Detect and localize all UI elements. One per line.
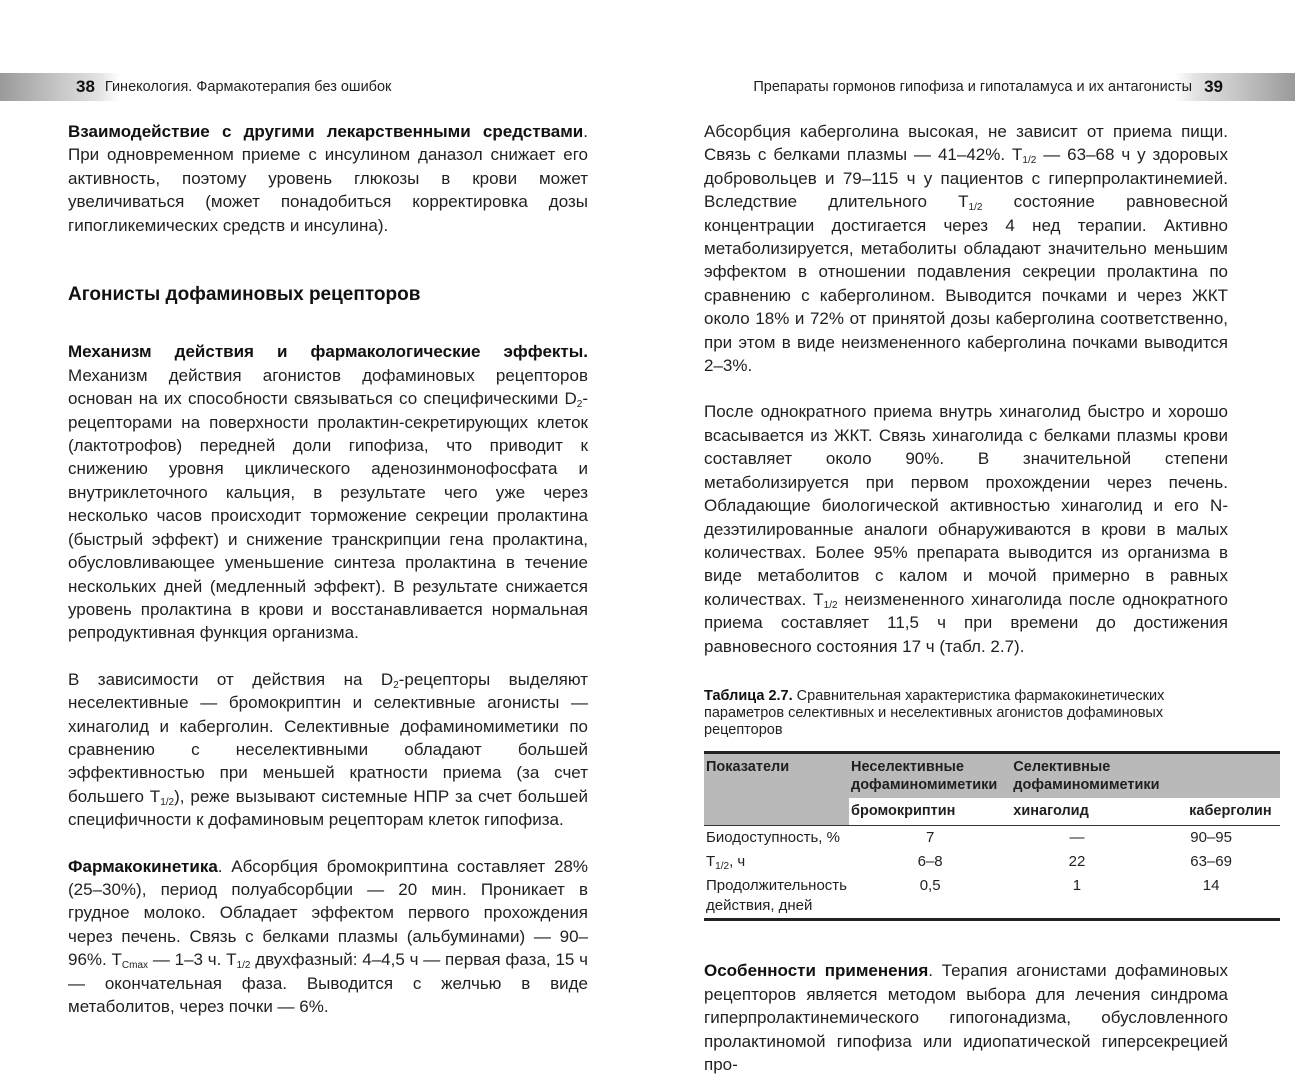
header-cabergoline: каберголин — [1143, 798, 1280, 826]
mechanism-title: Механизм действия и фармакологические эффекты. — [68, 342, 588, 362]
table-header-row — [704, 752, 1280, 798]
table-row: Продолжительность действия, дней 0,5 1 14 — [704, 874, 1280, 920]
left-page-header — [0, 73, 647, 101]
left-running-title: Гинекология. Фармакотерапия без ошибок — [104, 79, 392, 95]
table-row: $T_{1/2}$, ч 6–8 22 63–69 — [706, 853, 1232, 873]
header-selective: Селективные дофаминомиметики — [1011, 752, 1279, 798]
left-page-number: 38 — [76, 77, 95, 96]
features-paragraph: Особенности применения. Терапия агонистами дофаминовых рецепторов является методом выбора для лечения синдрома гиперпролактинемического гипогонадизма, обусловленного пролактиномой гипофиза или идиопатической гиперсекрецией про- — [704, 961, 1228, 1074]
section-heading: Агонисты дофаминовых рецепторов — [68, 284, 421, 306]
mechanism-paragraph: Механизм действия и фармакологические эффекты. Механизм действия агонистов дофаминовых рецепторов основан на их способности связываться со специфическими $D_2$-рецепторами на поверхности пролактин-секретирующих клеток (лактотрофов) передней доли гипофиза, что приводит к снижению уровня циклического аденозинмонофосфата и внутриклеточного кальция, в результате чего уже через несколько часов происходит торможение секреции пролактина (быстрый эффект) и снижение транскрипции гена пролактина, обусловливающее уменьшение синтеза пролактина в течение нескольких дней (медленный эффект). В результате снижается уровень пролактина в крови и восстанавливается нормальная репродуктивная функция организма. — [68, 342, 588, 643]
right-page-number: 39 — [1204, 77, 1223, 96]
right-running-title: Препараты гормонов гипофиза и гипоталамуса и их антагонисты — [753, 79, 1193, 95]
quinagolide-paragraph: После однократного приема внутрь хинаголид быстро и хорошо всасывается из ЖКТ. Связь хинаголида с белками плазмы крови составляет около 90%. В значительной степени метаболизируется при первом прохождении через печень. Обладающие биологической активностью хинаголид и его N-дезэтилированные аналоги обнаруживаются в крови в малых количествах. Более 95% препарата выводится из организма в виде метаболитов с калом и мочой примерно в равных количествах. $T_{1/2}$ неизмененного хинаголида после однократного приема составляет 11,5 ч при времени до достижения равновесного состояния 17 ч (табл. 2.7). — [704, 402, 1228, 656]
features-title: Особенности применения — [704, 961, 929, 981]
header-bromocriptine: бромокриптин — [849, 798, 1011, 826]
header-quinagolide: хинаголид — [1011, 798, 1142, 826]
pharmacokinetics-paragraph: Фармакокинетика. Абсорбция бромокриптина составляет 28% (25–30%), период полуабсорбции — 20 мин. Проникает в грудное молоко. Обладает эффектом первого прохождения через печень. Связь с белками плазмы (альбуминами) — 90–96%. $T_{Cmax}$ — 1–3 ч. $T_{1/2}$ двухфазный: 4–4,5 ч — первая фаза, 15 ч — окончательная фаза. Выводится с желчью в виде метаболитов, через почки — 6%. — [68, 856, 588, 1016]
selectivity-paragraph: В зависимости от действия на $D_2$-рецепторы выделяют неселективные — бромокриптин и селективные агонисты — хинаголид и каберголин. Селективные дофаминомиметики по сравнению с неселективными обладают большей эффективностью при меньшей кратности приема (за счет большего $T_{1/2}$), реже вызывают системные НПР за счет большей специфичности к дофаминовым рецепторам клеток гипофиза. — [68, 669, 588, 830]
table-caption: Таблица 2.7. Сравнительная характеристика фармакокинетических параметров селективных и неселективных агонистов дофаминовых рецепторов — [704, 687, 1165, 738]
header-nonselective: Неселективные дофаминомиметики — [849, 752, 1011, 798]
right-page-header — [650, 73, 1295, 101]
cabergoline-paragraph: Абсорбция каберголина высокая, не зависит от приема пищи. Связь с белками плазмы — 41–42%. $T_{1/2}$ — 63–68 ч у здоровых добровольцев и 79–115 ч у пациентов с гиперпролактинемией. Вследствие длительного $T_{1/2}$ состояние равновесной концентрации достигается через 4 нед терапии. Активно метаболизируется, метаболиты обладают значительно меньшим эффектом в отношении подавления секреции пролактина по сравнению с каберголином. Выводится почками и через ЖКТ около 18% и 72% от принятой дозы каберголина соответственно, при этом в виде неизмененного каберголина почками выводится 2–3%. — [704, 122, 1229, 376]
right-page-body — [704, 120, 1272, 1076]
pharmacokinetics-table — [704, 751, 1280, 921]
table-row: Биодоступность, % 7 — 90–95 — [706, 829, 1232, 847]
pharmacokinetics-title: Фармакокинетика — [68, 856, 218, 876]
header-indicator: Показатели — [704, 752, 849, 825]
left-page-body — [68, 120, 588, 1018]
interaction-paragraph: Взаимодействие с другими лекарственными средствами. При одновременном приеме с инсулином даназол снижает его активность, поэтому уровень глюкозы в крови может увеличиваться (может понадобиться корректировка дозы гипогликемических средств и инсулина). — [68, 122, 588, 235]
interaction-title: Взаимодействие с другими лекарственными средствами — [68, 122, 584, 141]
